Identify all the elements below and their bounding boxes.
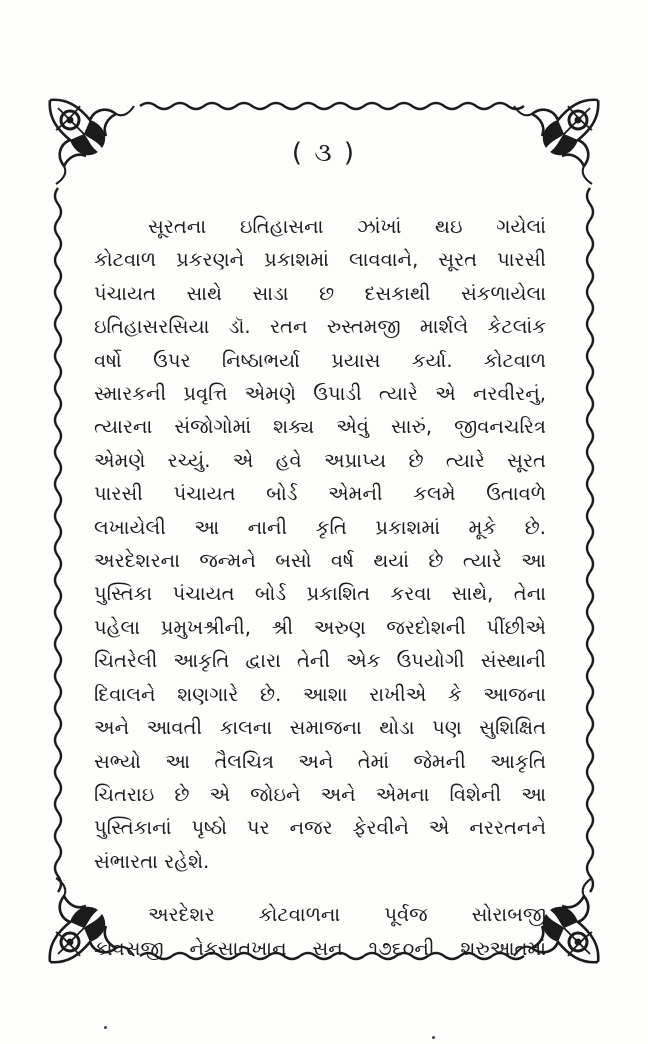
page-number: ( ૩ ) <box>291 138 357 168</box>
text-line: એમણે રચ્યું. એ હવે અપ્રાપ્ય છે ત્યારે સૂરત <box>94 448 546 472</box>
text-line: વર્ષો ઉપર નિષ્ઠાભર્યા પ્રયાસ કર્યા. કોટવાળ <box>94 348 546 372</box>
body-text <box>94 210 546 965</box>
text-line: પહેલા પ્રમુખશ્રીની, શ્રી અરુણ જરદોશની પીંછીએ <box>94 615 546 639</box>
text-line: દિવાલને શણગારે છે. આશા રાખીએ કે આજના <box>94 682 546 706</box>
paragraph-gap <box>94 878 546 898</box>
paragraph-1 <box>94 210 546 878</box>
text-line: ત્યારના સંજોગોમાં શક્ય એવું સારું, જીવનચરિત્ર <box>94 415 546 439</box>
text-line: પુસ્તિકા પંચાયત બોર્ડ પ્રકાશિત કરવા સાથે, તેના <box>94 582 546 606</box>
text-line: પુસ્તિકાનાં પૃષ્ઠો પર નજર ફેરવીને એ નરરતનને <box>94 816 546 840</box>
print-speck <box>104 1026 107 1029</box>
text-line: અરદેશર કોટવાળના પૂર્વજ સોરાબજી <box>148 903 546 927</box>
text-line: લખાયેલી આ નાની કૃતિ પ્રકાશમાં મૂકે છે. <box>94 515 546 539</box>
text-line: કોટવાળ પ્રકરણને પ્રકાશમાં લાવવાને, સૂરત પારસી <box>94 248 546 272</box>
text-line: કાવસજી નેકસાતખાન સન ૧૭૬૦ની શરુઆતમાં <box>94 936 546 960</box>
text-line: સંભારતા રહેશે. <box>94 849 210 873</box>
print-speck <box>432 1036 435 1039</box>
text-line: સૂરતના ઇતિહાસના ઝાંખાં થઇ ગયેલાં <box>148 215 546 238</box>
text-line: સ્મારકની પ્રવૃત્તિ એમણે ઉપાડી ત્યારે એ નરવીરનું, <box>94 382 546 406</box>
paragraph-2 <box>94 898 546 965</box>
text-line: ઇતિહાસરસિયા ડૉ. રતન રુસ્તમજી માર્શલે કેટલાંક <box>94 315 546 339</box>
text-line: સભ્યો આ તૈલચિત્ર અને તેમાં જેમની આકૃતિ <box>94 749 546 773</box>
text-line: અને આવતી કાલના સમાજના થોડા પણ સુશિક્ષિત <box>94 716 546 740</box>
text-line: અરદેશરના જન્મને બસો વર્ષ થયાં છે ત્યારે આ <box>94 549 546 573</box>
text-line: ચિતરેલી આકૃતિ દ્વારા તેની એક ઉપયોગી સંસ્થાની <box>94 649 546 673</box>
text-line: ચિતરાઇ છે એ જોઇને અને એમના વિશેની આ <box>94 782 546 806</box>
text-line: પારસી પંચાયત બોર્ડ એમની કલમે ઉતાવળે <box>94 482 546 506</box>
text-line: પંચાયત સાથે સાડા છ દસકાથી સંકળાયેલા <box>94 281 546 305</box>
